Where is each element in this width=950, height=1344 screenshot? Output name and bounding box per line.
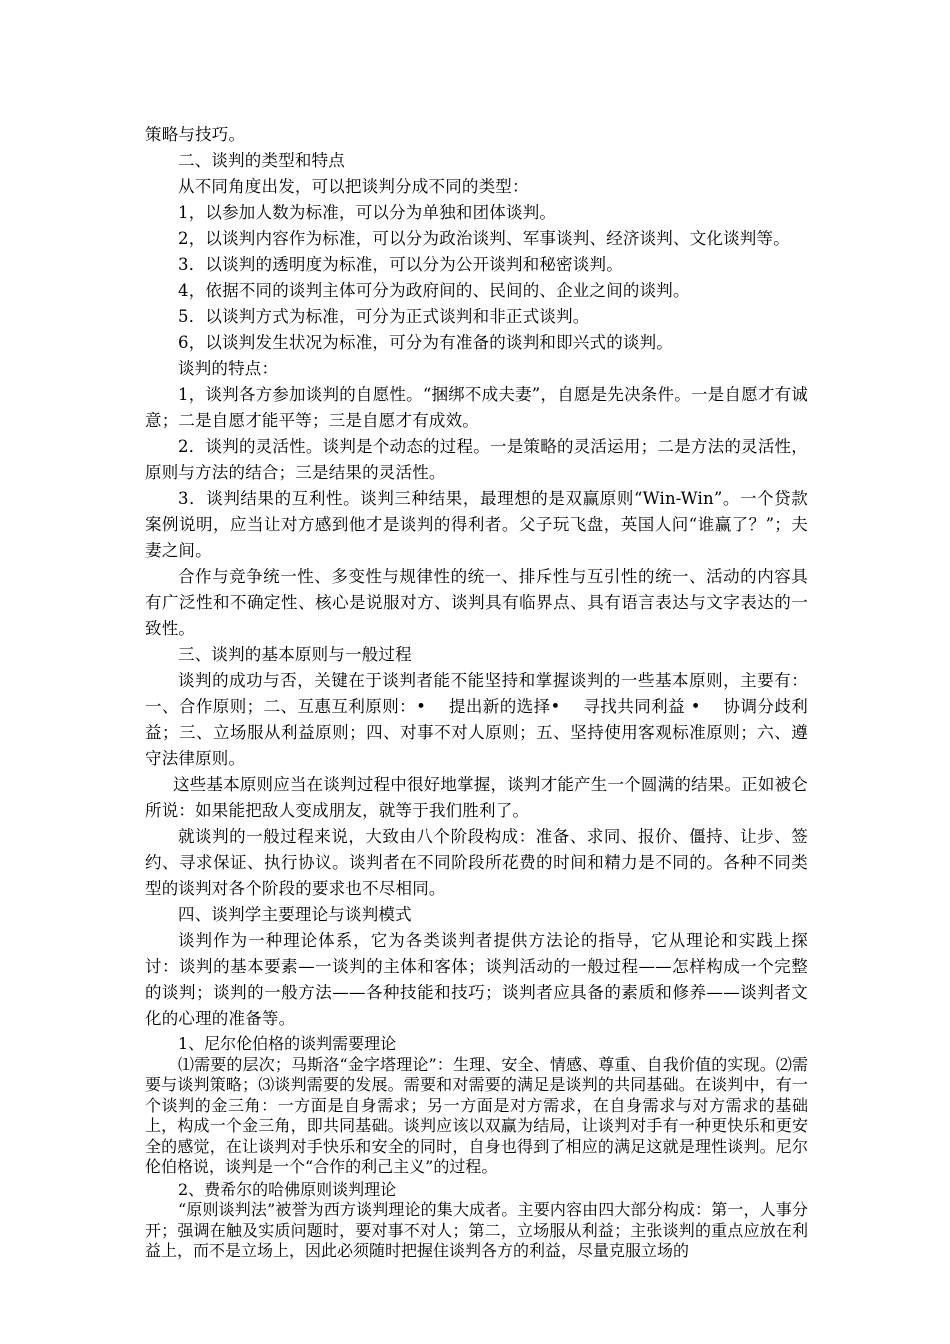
- list-item: 1，以参加人数为标准，可以分为单独和团体谈判。: [178, 203, 557, 222]
- list-item: 2．谈判的灵活性。谈判是个动态的过程。一是策略的灵活运用；二是方法的灵活性，原则与方法的结合；三是结果的灵活性。: [145, 437, 808, 482]
- paragraph: 策略与技巧。: [145, 125, 246, 144]
- list-item: 6，以谈判发生状况为标准，可分为有准备的谈判和即兴式的谈判。: [178, 333, 673, 352]
- document-body: [145, 122, 808, 1262]
- paragraph: 从不同角度出发，可以把谈判分成不同的类型：: [178, 177, 529, 196]
- list-item: 3．谈判结果的互利性。谈判三种结果，最理想的是双赢原则“Win-Win”。一个贷款案例说明，应当让对方感到他才是谈判的得利者。父子玩飞盘，英国人问“谁赢了？”；夫妻之间。: [145, 489, 808, 560]
- subheading: 谈判的特点：: [178, 359, 279, 378]
- paragraph: 谈判的成功与否，关键在于谈判者能不能坚持和掌握谈判的一些基本原则，主要有：一、合作原则；二、互惠互利原则：• 提出新的选择• 寻找共同利益 • 协调分歧利益；三、立场服从利益原则；四、对事不对人原则；五、坚持使用客观标准原则；六、遵守法律原则。: [145, 671, 808, 768]
- list-item: 5．以谈判方式为标准，可分为正式谈判和非正式谈判。: [178, 307, 590, 326]
- list-item: 3．以谈判的透明度为标准，可以分为公开谈判和秘密谈判。: [178, 255, 623, 274]
- list-item: 2，以谈判内容作为标准，可以分为政治谈判、军事谈判、经济谈判、文化谈判等。: [178, 229, 790, 248]
- paragraph: 这些基本原则应当在谈判过程中很好地掌握，谈判才能产生一个圆满的结果。正如被仑所说：如果能把敌人变成朋友，就等于我们胜利了。: [145, 775, 808, 820]
- subheading: 1、尼尔伦伯格的谈判需要理论: [178, 1034, 397, 1053]
- section-heading: 四、谈判学主要理论与谈判模式: [178, 905, 412, 924]
- paragraph: 谈判作为一种理论体系，它为各类谈判者提供方法论的指导，它从理论和实践上探讨：谈判的基本要素—一谈判的主体和客体；谈判活动的一般过程——怎样构成一个完整的谈判；谈判的一般方法——各种技能和技巧；谈判者应具备的素质和修养——谈判者文化的心理的准备等。: [145, 931, 808, 1028]
- subheading: 2、费希尔的哈佛原则谈判理论: [178, 1179, 397, 1199]
- paragraph: “原则谈判法”被誉为西方谈判理论的集大成者。主要内容由四大部分构成：第一，人事分开；强调在触及实质问题时，要对事不对人；第二，立场服从利益；主张谈判的重点应放在利益上，而不是立场上，因此必须随时把握住谈判各方的利益，尽量克服立场的: [145, 1200, 808, 1260]
- list-item: 4，依据不同的谈判主体可分为政府间的、民间的、企业之间的谈判。: [178, 281, 690, 300]
- paragraph: ⑴需要的层次；马斯洛“金字塔理论”：生理、安全、情感、尊重、自我价值的实现。⑵需要与谈判策略；⑶谈判需要的发展。需要和对需要的满足是谈判的共同基础。在谈判中，有一个谈判的金三角：一方面是自身需求；另一方面是对方需求，在自身需求与对方需求的基础上，构成一个金三角，即共同基础。谈判应该以双赢为结局，让谈判对手有一种更快乐和更安全的感觉，在让谈判对手快乐和安全的同时，自身也得到了相应的满足这就是理性谈判。尼尔伦伯格说，谈判是一个“合作的利己主义”的过程。: [145, 1054, 808, 1176]
- paragraph: 合作与竞争统一性、多变性与规律性的统一、排斥性与互引性的统一、活动的内容具有广泛性和不确定性、核心是说服对方、谈判具有临界点、具有语言表达与文字表达的一致性。: [145, 567, 808, 638]
- section-heading: 三、谈判的基本原则与一般过程: [178, 645, 412, 664]
- paragraph: 就谈判的一般过程来说，大致由八个阶段构成：准备、求同、报价、僵持、让步、签约、寻求保证、执行协议。谈判者在不同阶段所花费的时间和精力是不同的。各种不同类型的谈判对各个阶段的要求也不尽相同。: [145, 827, 808, 898]
- list-item: 1，谈判各方参加谈判的自愿性。“捆绑不成夫妻”，自愿是先决条件。一是自愿才有诚意；二是自愿才能平等；三是自愿才有成效。: [145, 385, 808, 430]
- section-heading: 二、谈判的类型和特点: [178, 151, 345, 170]
